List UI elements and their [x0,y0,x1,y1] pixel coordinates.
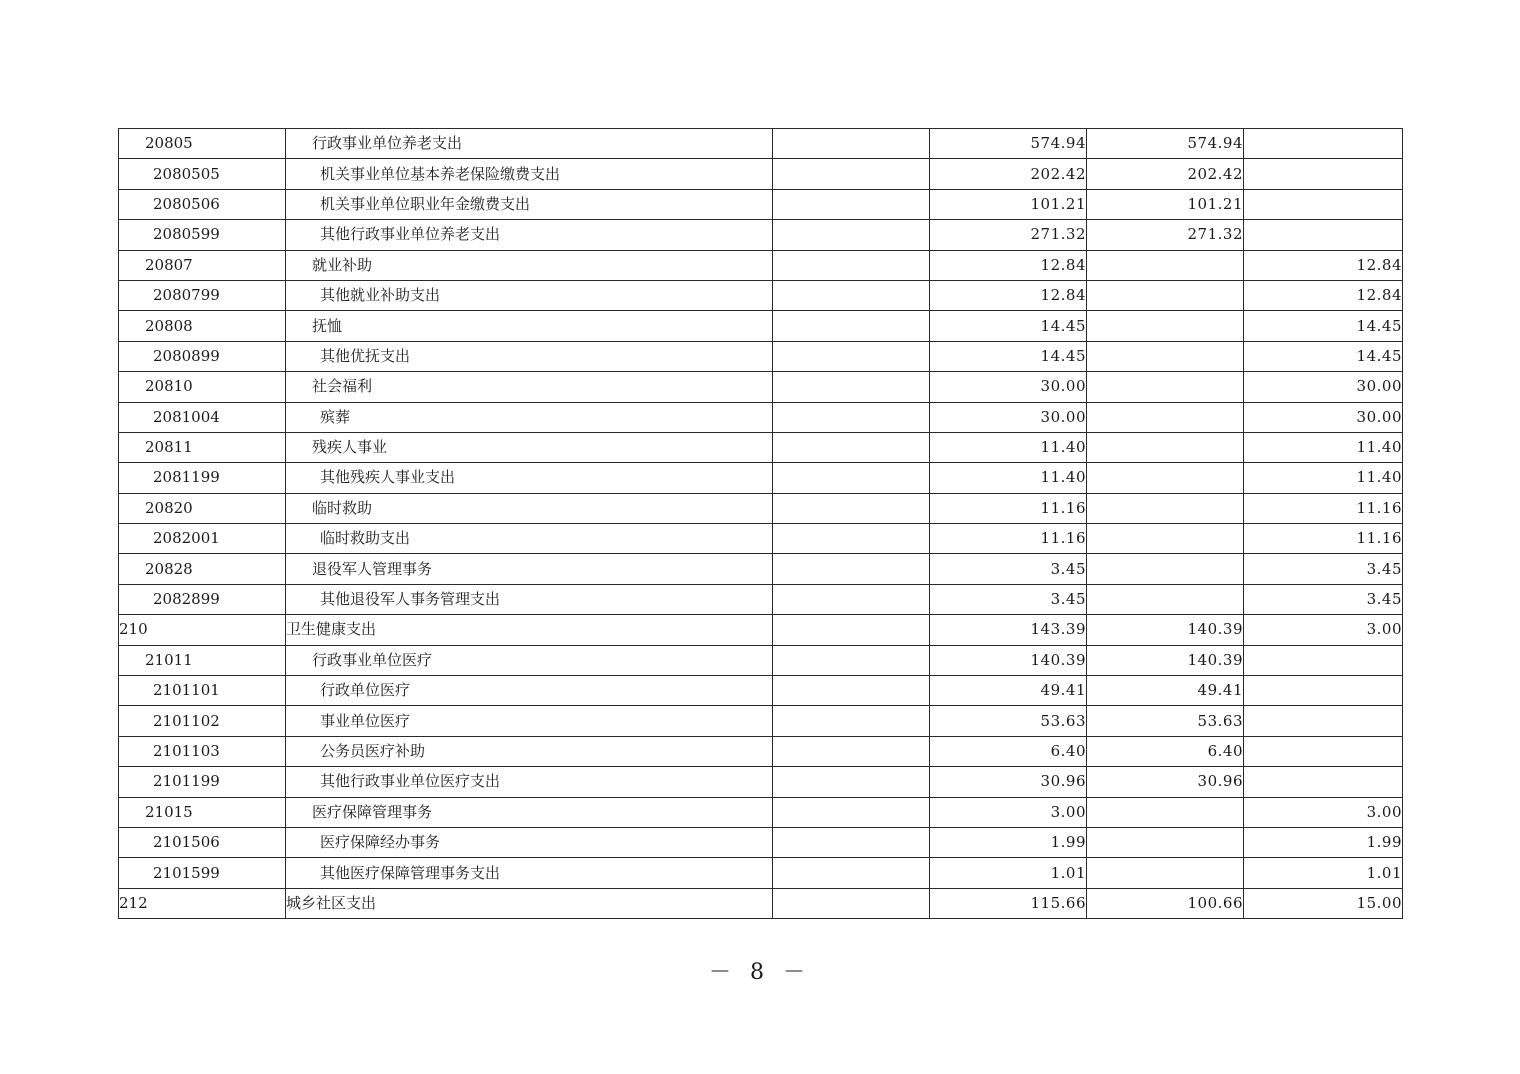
subject-code-cell: 2101199 [119,767,286,797]
table-row [119,554,1403,584]
project-expenditure-cell [1244,767,1403,797]
project-expenditure-cell: 30.00 [1244,402,1403,432]
basic-expenditure-cell: 574.94 [1087,129,1244,159]
blank-column-cell [773,493,930,523]
project-expenditure-cell [1244,189,1403,219]
basic-expenditure-cell: 271.32 [1087,220,1244,250]
budget-table [118,128,1403,919]
table-row [119,493,1403,523]
total-amount-cell: 11.40 [930,463,1087,493]
total-amount-cell: 3.45 [930,584,1087,614]
table-row [119,220,1403,250]
subject-code-cell: 20807 [119,250,286,280]
subject-code-cell: 2101102 [119,706,286,736]
basic-expenditure-cell: 101.21 [1087,189,1244,219]
blank-column-cell [773,615,930,645]
project-expenditure-cell: 11.40 [1244,463,1403,493]
subject-name-cell: 就业补助 [286,250,773,280]
total-amount-cell: 11.40 [930,432,1087,462]
blank-column-cell [773,645,930,675]
table-row [119,797,1403,827]
subject-code-cell: 20811 [119,432,286,462]
table-row [119,341,1403,371]
subject-name-cell: 行政事业单位养老支出 [286,129,773,159]
subject-name-cell: 行政事业单位医疗 [286,645,773,675]
total-amount-cell: 1.99 [930,827,1087,857]
subject-name-cell: 社会福利 [286,372,773,402]
subject-name-cell: 其他残疾人事业支出 [286,463,773,493]
project-expenditure-cell [1244,706,1403,736]
blank-column-cell [773,706,930,736]
table-row [119,250,1403,280]
table-row [119,827,1403,857]
subject-code-cell: 2082899 [119,584,286,614]
subject-name-cell: 卫生健康支出 [286,615,773,645]
subject-code-cell: 2081004 [119,402,286,432]
subject-name-cell: 机关事业单位职业年金缴费支出 [286,189,773,219]
basic-expenditure-cell [1087,432,1244,462]
subject-code-cell: 20810 [119,372,286,402]
total-amount-cell: 49.41 [930,676,1087,706]
blank-column-cell [773,311,930,341]
subject-code-cell: 2101103 [119,736,286,766]
total-amount-cell: 574.94 [930,129,1087,159]
table-row [119,767,1403,797]
blank-column-cell [773,797,930,827]
subject-name-cell: 临时救助支出 [286,524,773,554]
basic-expenditure-cell [1087,402,1244,432]
table-row [119,463,1403,493]
total-amount-cell: 12.84 [930,280,1087,310]
total-amount-cell: 30.00 [930,402,1087,432]
subject-name-cell: 公务员医疗补助 [286,736,773,766]
basic-expenditure-cell [1087,493,1244,523]
project-expenditure-cell: 14.45 [1244,341,1403,371]
project-expenditure-cell: 1.99 [1244,827,1403,857]
blank-column-cell [773,767,930,797]
project-expenditure-cell: 3.00 [1244,615,1403,645]
total-amount-cell: 143.39 [930,615,1087,645]
project-expenditure-cell: 11.40 [1244,432,1403,462]
total-amount-cell: 30.00 [930,372,1087,402]
project-expenditure-cell: 3.00 [1244,797,1403,827]
subject-code-cell: 2101599 [119,858,286,888]
subject-code-cell: 2080505 [119,159,286,189]
blank-column-cell [773,189,930,219]
subject-code-cell: 20805 [119,129,286,159]
blank-column-cell [773,402,930,432]
basic-expenditure-cell [1087,858,1244,888]
basic-expenditure-cell: 30.96 [1087,767,1244,797]
table-row [119,402,1403,432]
subject-name-cell: 医疗保障经办事务 [286,827,773,857]
blank-column-cell [773,250,930,280]
table-row [119,676,1403,706]
subject-name-cell: 城乡社区支出 [286,888,773,918]
project-expenditure-cell: 11.16 [1244,524,1403,554]
basic-expenditure-cell [1087,827,1244,857]
project-expenditure-cell: 15.00 [1244,888,1403,918]
table-row [119,706,1403,736]
project-expenditure-cell: 14.45 [1244,311,1403,341]
basic-expenditure-cell [1087,524,1244,554]
subject-name-cell: 临时救助 [286,493,773,523]
total-amount-cell: 14.45 [930,311,1087,341]
basic-expenditure-cell [1087,554,1244,584]
subject-code-cell: 2101101 [119,676,286,706]
project-expenditure-cell [1244,676,1403,706]
blank-column-cell [773,280,930,310]
table-row [119,524,1403,554]
project-expenditure-cell: 11.16 [1244,493,1403,523]
basic-expenditure-cell [1087,280,1244,310]
subject-name-cell: 事业单位医疗 [286,706,773,736]
blank-column-cell [773,341,930,371]
basic-expenditure-cell [1087,311,1244,341]
total-amount-cell: 3.45 [930,554,1087,584]
subject-name-cell: 抚恤 [286,311,773,341]
total-amount-cell: 53.63 [930,706,1087,736]
subject-code-cell: 2081199 [119,463,286,493]
blank-column-cell [773,554,930,584]
basic-expenditure-cell: 49.41 [1087,676,1244,706]
basic-expenditure-cell: 140.39 [1087,615,1244,645]
basic-expenditure-cell: 202.42 [1087,159,1244,189]
basic-expenditure-cell [1087,372,1244,402]
project-expenditure-cell: 3.45 [1244,584,1403,614]
subject-code-cell: 2080506 [119,189,286,219]
basic-expenditure-cell [1087,584,1244,614]
table-row [119,615,1403,645]
basic-expenditure-cell: 100.66 [1087,888,1244,918]
table-row [119,372,1403,402]
table-row [119,888,1403,918]
basic-expenditure-cell: 6.40 [1087,736,1244,766]
project-expenditure-cell [1244,159,1403,189]
blank-column-cell [773,159,930,189]
project-expenditure-cell: 12.84 [1244,250,1403,280]
total-amount-cell: 101.21 [930,189,1087,219]
subject-code-cell: 20808 [119,311,286,341]
subject-name-cell: 医疗保障管理事务 [286,797,773,827]
basic-expenditure-cell [1087,250,1244,280]
total-amount-cell: 3.00 [930,797,1087,827]
table-row [119,432,1403,462]
subject-name-cell: 退役军人管理事务 [286,554,773,584]
subject-name-cell: 其他行政事业单位医疗支出 [286,767,773,797]
project-expenditure-cell [1244,220,1403,250]
table-row [119,189,1403,219]
project-expenditure-cell: 12.84 [1244,280,1403,310]
subject-name-cell: 殡葬 [286,402,773,432]
subject-code-cell: 21011 [119,645,286,675]
subject-name-cell: 其他医疗保障管理事务支出 [286,858,773,888]
subject-name-cell: 其他行政事业单位养老支出 [286,220,773,250]
subject-code-cell: 20828 [119,554,286,584]
subject-name-cell: 其他就业补助支出 [286,280,773,310]
table-row [119,311,1403,341]
total-amount-cell: 30.96 [930,767,1087,797]
table-row [119,129,1403,159]
subject-code-cell: 212 [119,888,286,918]
blank-column-cell [773,220,930,250]
table-row [119,736,1403,766]
blank-column-cell [773,584,930,614]
subject-name-cell: 行政单位医疗 [286,676,773,706]
total-amount-cell: 202.42 [930,159,1087,189]
blank-column-cell [773,888,930,918]
subject-name-cell: 机关事业单位基本养老保险缴费支出 [286,159,773,189]
blank-column-cell [773,463,930,493]
total-amount-cell: 1.01 [930,858,1087,888]
blank-column-cell [773,676,930,706]
subject-code-cell: 2080599 [119,220,286,250]
subject-code-cell: 210 [119,615,286,645]
table-row [119,280,1403,310]
blank-column-cell [773,736,930,766]
subject-code-cell: 2080899 [119,341,286,371]
basic-expenditure-cell [1087,341,1244,371]
table-row [119,584,1403,614]
subject-name-cell: 残疾人事业 [286,432,773,462]
blank-column-cell [773,372,930,402]
table-row [119,858,1403,888]
basic-expenditure-cell: 53.63 [1087,706,1244,736]
project-expenditure-cell: 3.45 [1244,554,1403,584]
page-number: － 8 － [709,960,811,985]
subject-code-cell: 2101506 [119,827,286,857]
total-amount-cell: 115.66 [930,888,1087,918]
total-amount-cell: 140.39 [930,645,1087,675]
blank-column-cell [773,129,930,159]
blank-column-cell [773,858,930,888]
table-row [119,645,1403,675]
subject-name-cell: 其他退役军人事务管理支出 [286,584,773,614]
total-amount-cell: 12.84 [930,250,1087,280]
basic-expenditure-cell [1087,463,1244,493]
total-amount-cell: 6.40 [930,736,1087,766]
project-expenditure-cell [1244,736,1403,766]
subject-name-cell: 其他优抚支出 [286,341,773,371]
project-expenditure-cell [1244,129,1403,159]
basic-expenditure-cell: 140.39 [1087,645,1244,675]
subject-code-cell: 2082001 [119,524,286,554]
total-amount-cell: 14.45 [930,341,1087,371]
subject-code-cell: 21015 [119,797,286,827]
blank-column-cell [773,432,930,462]
subject-code-cell: 20820 [119,493,286,523]
table-row [119,159,1403,189]
project-expenditure-cell [1244,645,1403,675]
subject-code-cell: 2080799 [119,280,286,310]
total-amount-cell: 11.16 [930,493,1087,523]
blank-column-cell [773,827,930,857]
table-body [119,129,1403,919]
total-amount-cell: 271.32 [930,220,1087,250]
project-expenditure-cell: 1.01 [1244,858,1403,888]
project-expenditure-cell: 30.00 [1244,372,1403,402]
basic-expenditure-cell [1087,797,1244,827]
blank-column-cell [773,524,930,554]
total-amount-cell: 11.16 [930,524,1087,554]
